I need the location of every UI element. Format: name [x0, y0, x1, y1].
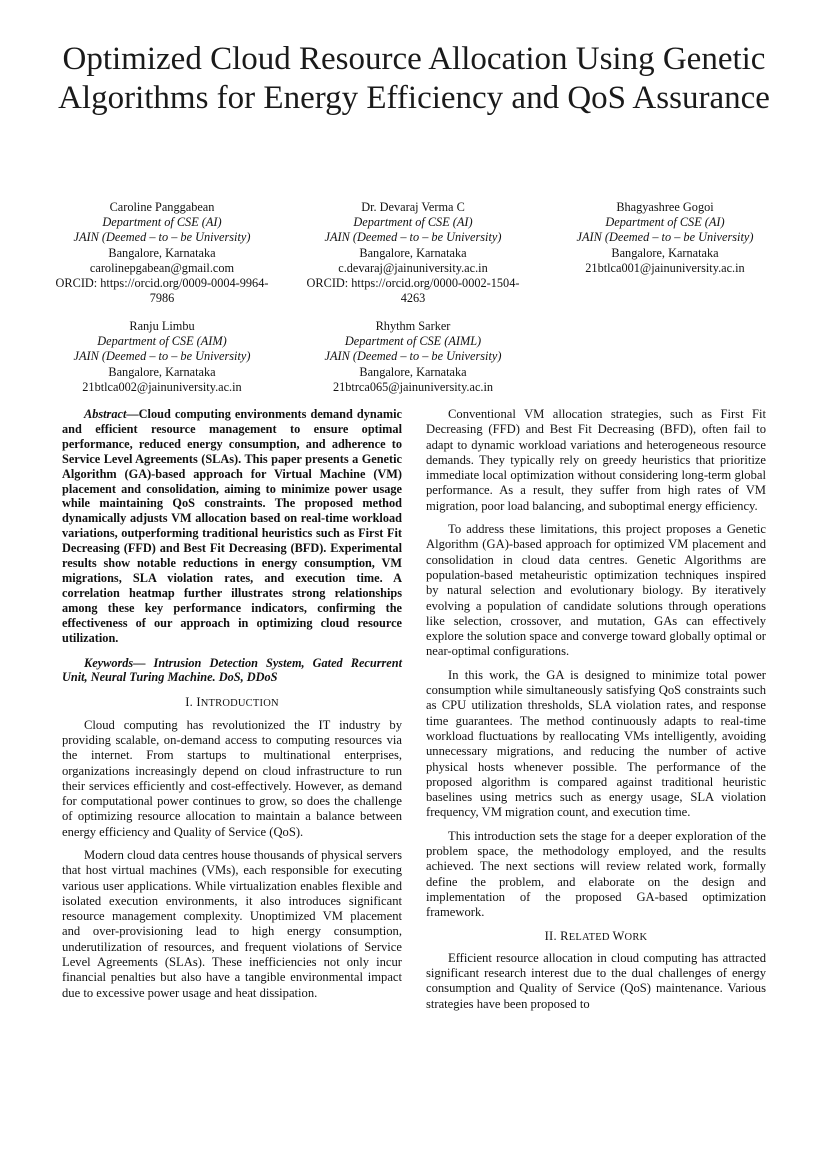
- section-heading-introduction: [62, 695, 402, 711]
- body-paragraph: This introduction sets the stage for a deeper exploration of the problem space, the methodology employed, and the results achieved. The next sections will review related work, formally define the problem, and elaborate on the design and implementation of the proposed GA-based optimization framework.: [426, 828, 766, 920]
- section-number: I.: [185, 695, 193, 710]
- author-name: Rhythm Sarker: [375, 319, 451, 333]
- author-block: [303, 200, 523, 306]
- body-paragraph: Efficient resource allocation in cloud computing has attracted significant research interest due to the dual challenges of energy consumption and Quality of Service (QoS) maintenance. Various strategies have been proposed to: [426, 950, 766, 1011]
- author-orcid: ORCID: https://orcid.org/0009-0004-9964-7986: [55, 276, 269, 306]
- author-block: [303, 319, 523, 395]
- author-university: JAIN (Deemed – to – be University): [324, 349, 502, 364]
- section-heading-related-work: [426, 929, 766, 945]
- author-university: JAIN (Deemed – to – be University): [324, 230, 502, 245]
- author-block: [52, 200, 272, 306]
- author-name: Bhagyashree Gogoi: [616, 200, 714, 214]
- left-column: [62, 407, 402, 1009]
- author-location: Bangalore, Karnataka: [359, 245, 467, 260]
- author-dept: Department of CSE (AIML): [344, 334, 482, 349]
- author-location: Bangalore, Karnataka: [108, 364, 216, 379]
- section-title-letter: R: [560, 928, 569, 943]
- body-paragraph: Conventional VM allocation strategies, such as First Fit Decreasing (FFD) and Best Fit Decreasing (BFD), often fail to adapt to dynamic workload variations and heterogeneous resource demands. They typically rely on greedy heuristics that prioritize immediate local optimization without considering long-term global performance. As a result, they suffer from high rates of VM migration, poor load balancing, and suboptimal energy efficiency.: [426, 407, 766, 513]
- abstract-text: —Cloud computing environments demand dynamic and efficient resource management to ensure optimal performance, reduced energy consumption, and adherence to Service Level Agreements (SLAs). This paper presents a Genetic Algorithm (GA)-based approach for Virtual Machine (VM) placement and consolidation, aiming to minimize power usage while maintaining QoS constraints. The proposed method dynamically adjusts VM allocation based on real-time workload variations, outperforming traditional heuristics such as First Fit Decreasing (FFD) and Best Fit Decreasing (BFD). Experimental results show notable reductions in energy consumption, VM migrations, SLA violation rates, and execution time. A correlation heatmap further illustrates strong relationships among these key performance indicators, confirming the effectiveness of our approach in optimizing cloud resource utilization.: [62, 407, 402, 645]
- section-title-letter: W: [612, 928, 625, 943]
- author-university: JAIN (Deemed – to – be University): [576, 230, 754, 245]
- author-dept: Department of CSE (AIM): [97, 334, 227, 349]
- section-title-first-letter: I: [196, 695, 201, 710]
- body-paragraph: Modern cloud data centres house thousands of physical servers that host virtual machines (VMs), each responsible for executing various user applications. While virtualization enables flexible and isolated execution environments, it also introduces significant resource management complexity. Unoptimized VM placement and over-provisioning lead to high energy consumption, underutilization of resources, and frequent violations of Service Level Agreements (SLAs). These inefficiencies not only incur financial penalties but also have a tangible environmental impact due to excessive power usage and heat dissipation.: [62, 847, 402, 1000]
- author-university: JAIN (Deemed – to – be University): [73, 230, 251, 245]
- section-title-part: ELATED: [568, 931, 613, 943]
- keywords: Keywords— Intrusion Detection System, Gated Recurrent Unit, Neural Turing Machine. DoS, DDoS: [62, 655, 402, 685]
- section-number: II.: [544, 928, 557, 943]
- author-email: 21btlca001@jainuniversity.ac.in: [585, 260, 745, 275]
- author-block: [52, 319, 272, 395]
- author-dept: Department of CSE (AI): [102, 215, 222, 230]
- author-dept: Department of CSE (AI): [353, 215, 473, 230]
- right-column: [426, 407, 766, 1020]
- section-title-rest: NTRODUCTION: [200, 698, 279, 710]
- author-university: JAIN (Deemed – to – be University): [73, 349, 251, 364]
- author-name: Caroline Panggabean: [109, 200, 215, 214]
- abstract: [62, 407, 402, 646]
- paper-title: Optimized Cloud Resource Allocation Using Genetic Algorithms for Energy Efficiency and QoS Assurance: [58, 41, 770, 116]
- author-location: Bangalore, Karnataka: [359, 364, 467, 379]
- author-email: 21btrca065@jainuniversity.ac.in: [332, 379, 494, 394]
- author-email: c.devaraj@jainuniversity.ac.in: [338, 260, 488, 275]
- author-location: Bangalore, Karnataka: [611, 245, 719, 260]
- author-block: [555, 200, 775, 276]
- author-name: Ranju Limbu: [129, 319, 195, 333]
- author-location: Bangalore, Karnataka: [108, 245, 216, 260]
- author-email: 21btlca002@jainuniversity.ac.in: [82, 379, 242, 394]
- author-email: carolinepgabean@gmail.com: [89, 260, 235, 275]
- body-paragraph: To address these limitations, this project proposes a Genetic Algorithm (GA)-based approach for optimized VM placement and consolidation in cloud data centres. Genetic Algorithms are population-based metaheuristic optimization techniques inspired by natural selection and evolutionary biology. By iteratively evolving a population of candidate solutions through operations like selection, crossover, and mutation, GAs can effectively explore the solution space and converge toward globally optimal or near-optimal configurations.: [426, 522, 766, 659]
- author-dept: Department of CSE (AI): [605, 215, 725, 230]
- author-orcid: ORCID: https://orcid.org/0000-0002-1504-4263: [306, 276, 520, 306]
- section-title-part: ORK: [624, 931, 648, 943]
- abstract-lead: Abstract: [84, 407, 127, 421]
- body-paragraph: Cloud computing has revolutionized the IT industry by providing scalable, on-demand access to computing resources via the internet. From startups to multinational enterprises, organizations increasingly depend on cloud infrastructure to run their services efficiently and cost-effectively. However, as demand for computational power continues to grow, so does the challenge of optimizing resource allocation to maintain a balance between energy efficiency and Quality of Service (QoS).: [62, 717, 402, 839]
- author-name: Dr. Devaraj Verma C: [361, 200, 465, 214]
- body-paragraph: In this work, the GA is designed to minimize total power consumption while simultaneously satisfying QoS constraints such as CPU utilization thresholds, SLA violation rates, and response time guarantees. The method continuously adapts to real-time workload fluctuations by reallocating VMs intelligently, avoiding unnecessary migrations, and reducing the number of active physical hosts whenever possible. The performance of the proposed algorithm is compared against traditional heuristic baselines using metrics such as energy usage, SLA violation frequency, VM migration count, and execution time.: [426, 667, 766, 820]
